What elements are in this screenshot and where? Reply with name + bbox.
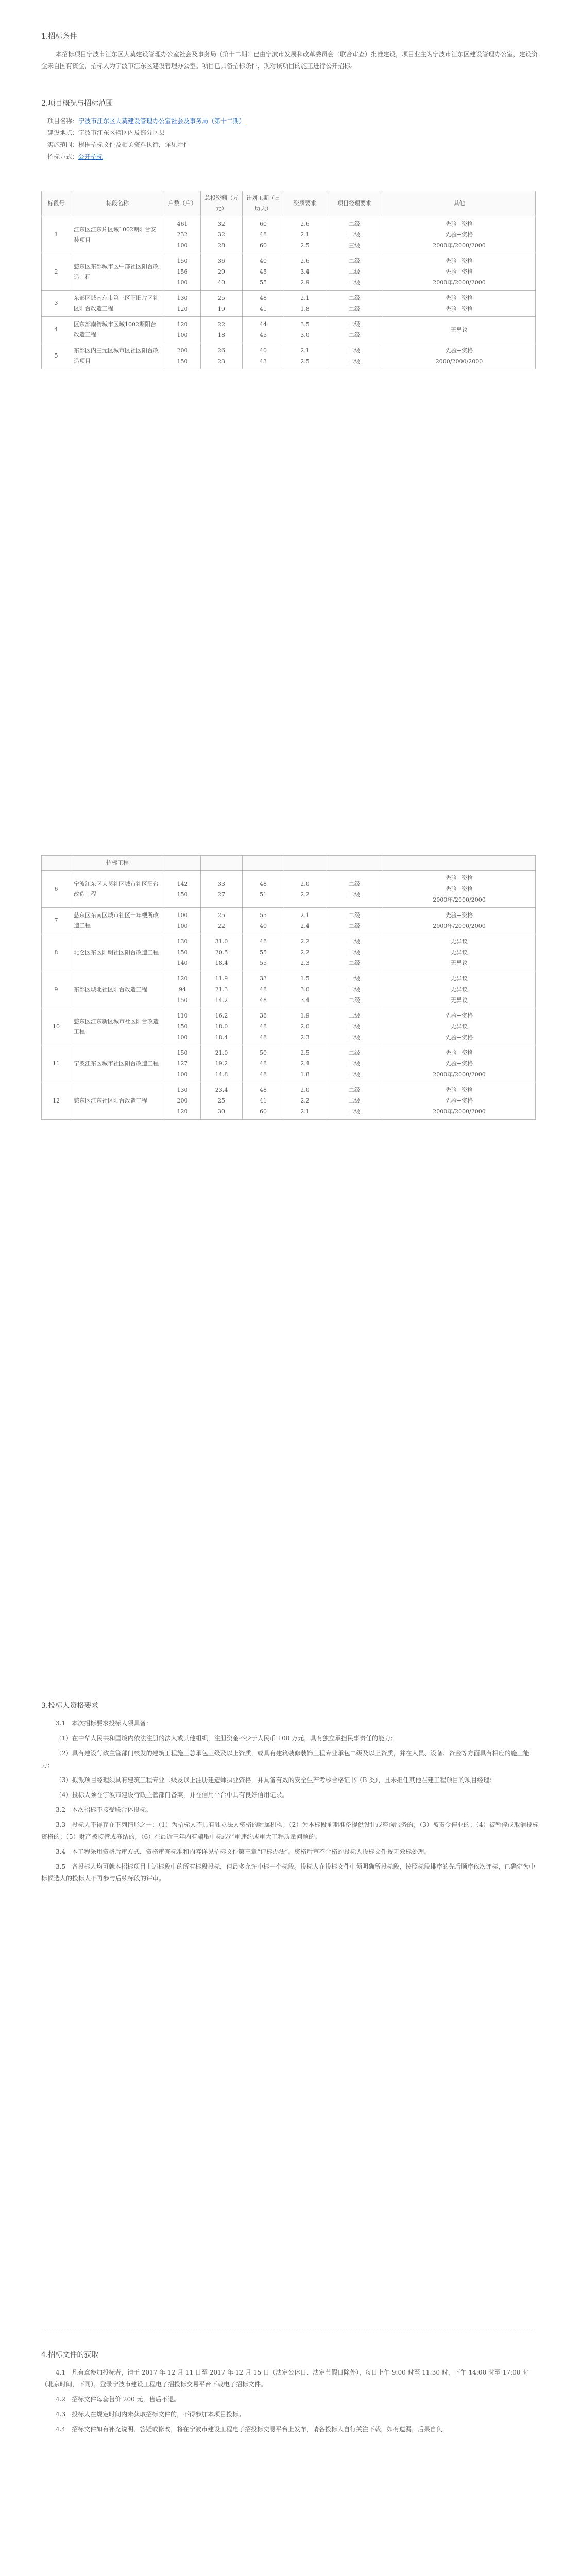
other-cell: 无异议 无异议 无异议 — [383, 934, 536, 971]
section-name-cell: 宁波江东区城市社区阳台改造工程 — [71, 1045, 164, 1082]
qualification-cell: 2.1 1.8 — [284, 291, 326, 317]
other-cell: 无异议 无异议 无异议 — [383, 971, 536, 1008]
manager-cell: 二级 二级 二级 — [326, 1008, 383, 1045]
section-name-cell: 慈东区东部城市区中部社区阳台改造工程 — [71, 253, 164, 291]
section-name-cell: 宁波江东区大莫社区城市社区阳台改造工程 — [71, 871, 164, 908]
households-cell: 120 94 150 — [164, 971, 201, 1008]
col-header: 标段名称 — [71, 191, 164, 216]
col-header: 户数（户） — [164, 191, 201, 216]
paragraph: 3.1 本次招标要求投标人须具备： — [56, 1720, 152, 1727]
duration-cell: 48 41 60 — [243, 1082, 284, 1120]
section-heading: 4.招标文件的获取 — [41, 2351, 99, 2359]
qualification-cell: 2.1 2.5 — [284, 343, 326, 369]
method-row: 招标方式：公开招标 — [47, 153, 104, 160]
qualification-cell: 2.0 2.2 — [284, 871, 326, 908]
section-obtain-documents — [41, 2349, 541, 2438]
duration-cell: 55 40 — [243, 908, 284, 934]
section-heading: 1.招标条件 — [41, 32, 77, 41]
other-cell: 先验+资格 先验+资格 2000年/2000/2000 — [383, 216, 536, 253]
duration-cell: 48 41 — [243, 291, 284, 317]
table-row — [42, 317, 536, 343]
manager-cell: 二级 二级 — [326, 343, 383, 369]
manager-cell: 二级 二级 三级 — [326, 216, 383, 253]
duration-cell: 38 48 48 — [243, 1008, 284, 1045]
investment-cell: 22 18 — [201, 317, 243, 343]
qualification-cell: 2.6 2.1 2.5 — [284, 216, 326, 253]
table-row — [42, 343, 536, 369]
manager-cell: 二级 二级 — [326, 317, 383, 343]
section-name-cell: 东部区城北社区阳台改造工程 — [71, 971, 164, 1008]
table-row — [42, 253, 536, 291]
col-header: 计划工期（日历天） — [243, 191, 284, 216]
bid-sections-table-1 — [41, 191, 541, 369]
other-cell: 先验+资格 先验+资格 2000年/2000/2000 — [383, 1045, 536, 1082]
paragraph: 4.2 招标文件每套售价 200 元，售后不退。 — [56, 2396, 180, 2403]
section-number-cell: 9 — [42, 971, 71, 1008]
section-name-cell: 东部区内三元区城市区社区阳台改造项目 — [71, 343, 164, 369]
section-number-cell: 8 — [42, 934, 71, 971]
section-number-cell: 1 — [42, 216, 71, 253]
households-cell: 130 120 — [164, 291, 201, 317]
table-row — [42, 216, 536, 253]
manager-cell: 二级 二级 — [326, 908, 383, 934]
tender-conditions-paragraph: 本招标项目宁波市江东区大莫建设管理办公室社会及事务局（第十二期）已由宁波市发展和改革委员会（联合审查）批准建设，项目业主为宁波市江东区建设管理办公室，建设资金来自国有资金，招标人为宁波市江东区建设管理办公室。项目已具备招标条件，现对该项目的施工进行公开招标。 — [41, 50, 538, 70]
paragraph: （1）在中华人民共和国境内依法注册的法人或其他组织，注册资金不少于人民币 100 万元，具有独立承担民事责任的能力； — [56, 1735, 397, 1742]
investment-cell: 25 22 — [201, 908, 243, 934]
section-number-cell: 5 — [42, 343, 71, 369]
households-cell: 110 150 100 — [164, 1008, 201, 1045]
section-name-cell: 慈东区江东新区城市社区阳台改造工程 — [71, 1008, 164, 1045]
table-row — [42, 971, 536, 1008]
duration-cell: 40 43 — [243, 343, 284, 369]
paragraph: 3.2 本次招标不接受联合体投标。 — [56, 1806, 152, 1814]
households-cell: 100 100 — [164, 908, 201, 934]
other-cell: 先验+资格 无异议 先验+资格 — [383, 1008, 536, 1045]
section-heading: 2.项目概况与招标范围 — [41, 99, 113, 108]
section-name-cell: 慈东区江东社区阳台改造工程 — [71, 1082, 164, 1120]
table-row — [42, 934, 536, 971]
bid-table — [41, 855, 536, 1120]
duration-cell: 48 55 55 — [243, 934, 284, 971]
section-heading: 3.投标人资格要求 — [41, 1702, 99, 1710]
section-name-cell: 北仑区东区阳明社区阳台改造工程 — [71, 934, 164, 971]
duration-cell: 44 45 — [243, 317, 284, 343]
col-header: 项目经理要求 — [326, 191, 383, 216]
table-row — [42, 291, 536, 317]
paragraph: 4.4 招标文件如有补充说明、答疑或修改，将在宁波市建设工程电子招投标交易平台上发布，请各投标人自行关注下载，如有遗漏，后果自负。 — [56, 2426, 449, 2433]
manager-cell: 二级 二级 二级 — [326, 1082, 383, 1120]
households-cell: 461 232 100 — [164, 216, 201, 253]
other-cell: 先验+资格 先验+资格 2000年/2000/2000 — [383, 253, 536, 291]
manager-cell: 二级 二级 二级 — [326, 253, 383, 291]
section-number-cell: 12 — [42, 1082, 71, 1120]
col-header: 其他 — [383, 191, 536, 216]
paragraph: （2）具有建设行政主管部门核发的建筑工程施工总承包三级及以上资质，或具有建筑装修装饰工程专业承包二级及以上资质，并在人员、设备、资金等方面具有相应的施工能力； — [41, 1750, 529, 1769]
duration-cell: 40 45 55 — [243, 253, 284, 291]
other-cell: 无异议 — [383, 317, 536, 343]
section-number-cell: 4 — [42, 317, 71, 343]
col-header: 标段号 — [42, 191, 71, 216]
qualification-cell: 3.5 3.0 — [284, 317, 326, 343]
households-cell: 130 150 140 — [164, 934, 201, 971]
section-number-cell: 2 — [42, 253, 71, 291]
qualification-cell: 2.1 2.4 — [284, 908, 326, 934]
duration-cell: 33 48 48 — [243, 971, 284, 1008]
manager-cell: 二级 二级 — [326, 871, 383, 908]
paragraph: 3.3 投标人不得存在下列情形之一：（1）为招标人不具有独立法人资格的附属机构；（2）为本标段前期准备提供设计或咨询服务的；（3）被责令停业的；（4）被暂停或取消投标资格的；（5）财产被接管或冻结的；（6）在最近三年内有骗取中标或严重违约或重大工程质量问题的。 — [41, 1821, 539, 1840]
qualification-cell: 2.0 2.2 2.1 — [284, 1082, 326, 1120]
investment-cell: 33 27 — [201, 871, 243, 908]
households-cell: 120 100 — [164, 317, 201, 343]
obtain-paragraphs — [41, 2367, 541, 2435]
qualification-paragraphs — [41, 1718, 541, 1885]
paragraph: 4.1 凡有意参加投标者，请于 2017 年 12 月 11 日至 2017 年 12 月 15 日（法定公休日、法定节假日除外），每日上午 9:00 时至 11:30 时，下午 14:00 时至 17:00 时（北京时间，下同），登录宁波市建设工程电子招投标交易平台下载电子招标文件。 — [41, 2369, 529, 2388]
investment-cell: 16.2 18.0 18.4 — [201, 1008, 243, 1045]
section-name-cell: 江东区江东片区域1002期阳台安装项目 — [71, 216, 164, 253]
paragraph: 3.5 各投标人均可就本招标项目上述标段中的所有标段投标，但最多允许中标一个标段。投标人在投标文件中须明确所投标段，按照标段排序的先后顺序依次评标，已确定为中标候选人的投标人不再参与后续标段的评审。 — [41, 1863, 536, 1882]
paragraph: 4.3 投标人在规定时间内未获取招标文件的，不得参加本项目投标。 — [56, 2411, 245, 2418]
investment-cell: 11.9 21.3 14.2 — [201, 971, 243, 1008]
investment-cell: 21.0 19.2 14.8 — [201, 1045, 243, 1082]
qualification-cell: 2.5 2.4 1.8 — [284, 1045, 326, 1082]
investment-cell: 31.0 20.5 18.4 — [201, 934, 243, 971]
section-number-cell: 3 — [42, 291, 71, 317]
section-name-cell: 慈东区东南区城市社区十年梗所改造工程 — [71, 908, 164, 934]
section-project-overview — [41, 98, 541, 163]
households-cell: 200 150 — [164, 343, 201, 369]
investment-cell: 23.4 25 30 — [201, 1082, 243, 1120]
other-cell: 先验+资格 先验+资格 2000年/2000/2000 — [383, 871, 536, 908]
qualification-cell: 1.9 2.0 2.3 — [284, 1008, 326, 1045]
other-cell: 先验+资格 2000年/2000/2000 — [383, 908, 536, 934]
investment-cell: 26 23 — [201, 343, 243, 369]
paragraph: 3.4 本工程采用资格后审方式，资格审查标准和内容详见招标文件第三章“评标办法”。资格后审不合格的投标人投标文件按无效标处理。 — [56, 1848, 431, 1855]
col-header: 招标工程 — [71, 856, 164, 871]
col-header: 资质要求 — [284, 191, 326, 216]
col-header: 总投资额（万元） — [201, 191, 243, 216]
qualification-cell: 2.2 2.2 2.3 — [284, 934, 326, 971]
other-cell: 先验+资格 2000/2000/2000 — [383, 343, 536, 369]
households-cell: 150 127 100 — [164, 1045, 201, 1082]
manager-cell: 一级 二级 二级 — [326, 971, 383, 1008]
manager-cell: 二级 二级 — [326, 291, 383, 317]
bid-sections-table-2 — [41, 855, 541, 1120]
households-cell: 142 150 — [164, 871, 201, 908]
table-row — [42, 1082, 536, 1120]
section-name-cell: 区东部南街城市区域1002期阳台改造工程 — [71, 317, 164, 343]
paragraph: （4）投标人须在宁波市建设行政主管部门备案，并在信用平台中具有良好信用记录。 — [56, 1791, 288, 1799]
location-row: 建设地点：宁波市江东区辖区内及部分区县 — [47, 129, 165, 137]
bid-table — [41, 191, 536, 369]
qualification-cell: 2.6 3.4 2.9 — [284, 253, 326, 291]
manager-cell: 二级 二级 二级 — [326, 934, 383, 971]
section-number-cell: 10 — [42, 1008, 71, 1045]
households-cell: 150 156 100 — [164, 253, 201, 291]
investment-cell: 32 32 28 — [201, 216, 243, 253]
scope-row: 实施范围：根据招标文件及相关资料执行，详见附件 — [47, 141, 190, 148]
table-header-row — [42, 191, 536, 216]
section-tender-conditions — [41, 31, 541, 75]
qualification-cell: 1.5 3.0 3.4 — [284, 971, 326, 1008]
other-cell: 先验+资格 先验+资格 — [383, 291, 536, 317]
investment-cell: 25 19 — [201, 291, 243, 317]
manager-cell: 二级 二级 二级 — [326, 1045, 383, 1082]
section-number-cell: 6 — [42, 871, 71, 908]
duration-cell: 50 48 48 — [243, 1045, 284, 1082]
section-number-cell: 7 — [42, 908, 71, 934]
table-row — [42, 908, 536, 934]
duration-cell: 48 51 — [243, 871, 284, 908]
section-number-cell: 11 — [42, 1045, 71, 1082]
duration-cell: 60 48 60 — [243, 216, 284, 253]
table-row — [42, 871, 536, 908]
households-cell: 130 200 120 — [164, 1082, 201, 1120]
investment-cell: 36 29 40 — [201, 253, 243, 291]
section-qualification — [41, 1700, 541, 1888]
section-name-cell: 东部区域南东市第三区下旧片区社区阳台改造工程 — [71, 291, 164, 317]
project-name-link[interactable]: 宁波市江东区大莫建设管理办公室社会及事务局（第十二期） — [78, 117, 246, 125]
project-name-row: 项目名称：宁波市江东区大莫建设管理办公室社会及事务局（第十二期） — [47, 117, 246, 125]
table-header-row — [42, 856, 536, 871]
table-row — [42, 1045, 536, 1082]
other-cell: 先验+资格 先验+资格 2000年/2000/2000 — [383, 1082, 536, 1120]
paragraph: （3）拟派项目经理须具有建筑工程专业二级及以上注册建造师执业资格，并具备有效的安全生产考核合格证书（B 类），且未担任其他在建工程项目的项目经理； — [56, 1776, 496, 1784]
table-row — [42, 1008, 536, 1045]
